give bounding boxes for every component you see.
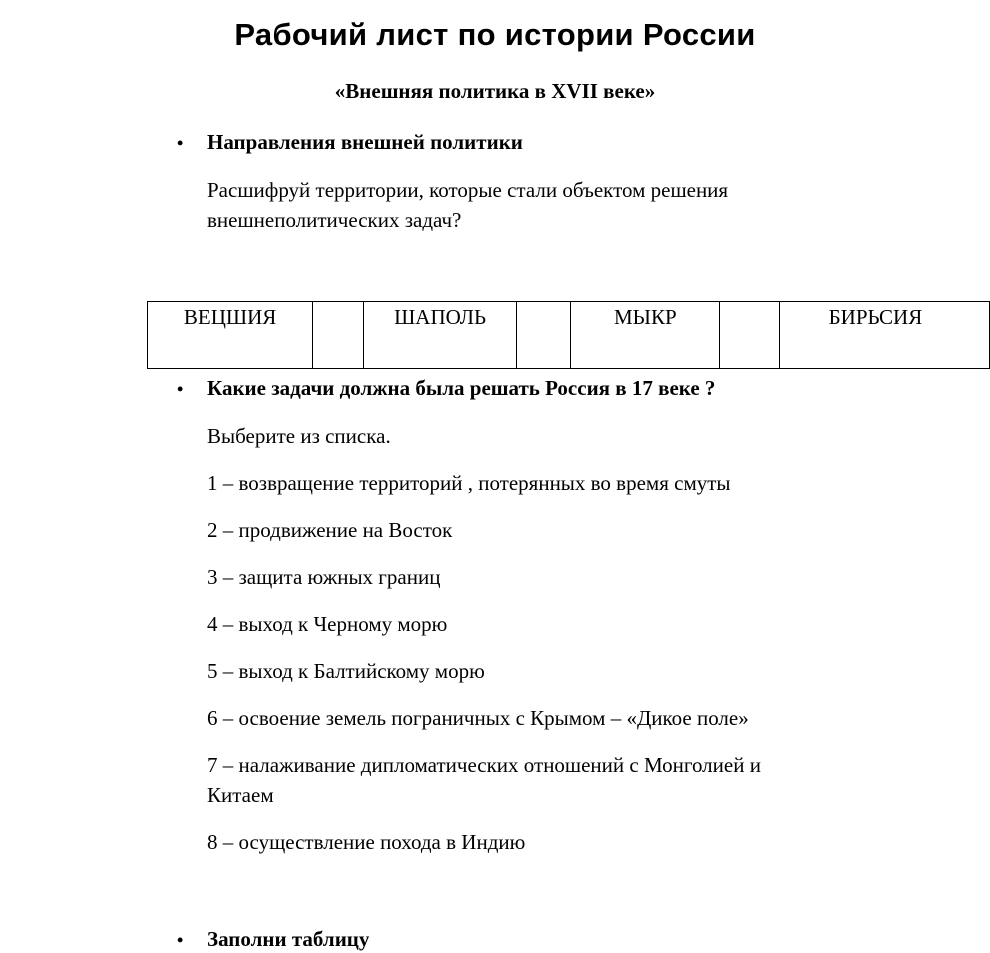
table-row <box>148 302 990 369</box>
list-item: 2 – продвижение на Восток <box>207 518 453 542</box>
anagram-table <box>147 301 990 369</box>
list-item: 5 – выход к Балтийскому морю <box>207 659 485 683</box>
section-heading-directions <box>177 129 523 156</box>
table-cell-answer[interactable] <box>720 302 779 369</box>
table-cell[interactable]: БИРЬСИЯ <box>779 302 989 369</box>
bullet-icon: • <box>177 930 184 950</box>
list-item: 6 – освоение земель пограничных с Крымом – «Дикое поле» <box>207 706 749 730</box>
list-item: 8 – осуществление похода в Индию <box>207 830 526 854</box>
instruction-text: Выберите из списка. <box>207 424 391 448</box>
table-cell[interactable]: ШАПОЛЬ <box>364 302 517 369</box>
section-heading-tasks <box>177 375 715 402</box>
list-item: 4 – выход к Черному морю <box>207 612 448 636</box>
table-cell-answer[interactable] <box>516 302 570 369</box>
section-heading-text: Заполни таблицу <box>207 927 370 951</box>
page-title: Рабочий лист по истории России <box>234 17 756 52</box>
bullet-icon: • <box>177 133 184 153</box>
bullet-icon: • <box>177 379 184 399</box>
section-heading-fill-table <box>177 926 369 953</box>
section-heading-text: Какие задачи должна была решать Россия в 17 веке ? <box>207 376 716 400</box>
section-heading-text: Направления внешней политики <box>207 130 523 154</box>
territories-prompt: Расшифруй территории, которые стали объектом решения внешнеполитических задач? <box>207 178 729 232</box>
table-cell[interactable]: МЫКР <box>571 302 720 369</box>
table-cell-answer[interactable] <box>313 302 364 369</box>
list-item: 7 – налаживание дипломатических отношений с Монголией и Китаем <box>207 753 761 807</box>
list-item: 1 – возвращение территорий , потерянных во время смуты <box>207 471 731 495</box>
list-item: 3 – защита южных границ <box>207 565 441 589</box>
table-cell[interactable]: ВЕЦШИЯ <box>148 302 313 369</box>
page-subtitle: «Внешняя политика в XVII веке» <box>334 79 656 103</box>
